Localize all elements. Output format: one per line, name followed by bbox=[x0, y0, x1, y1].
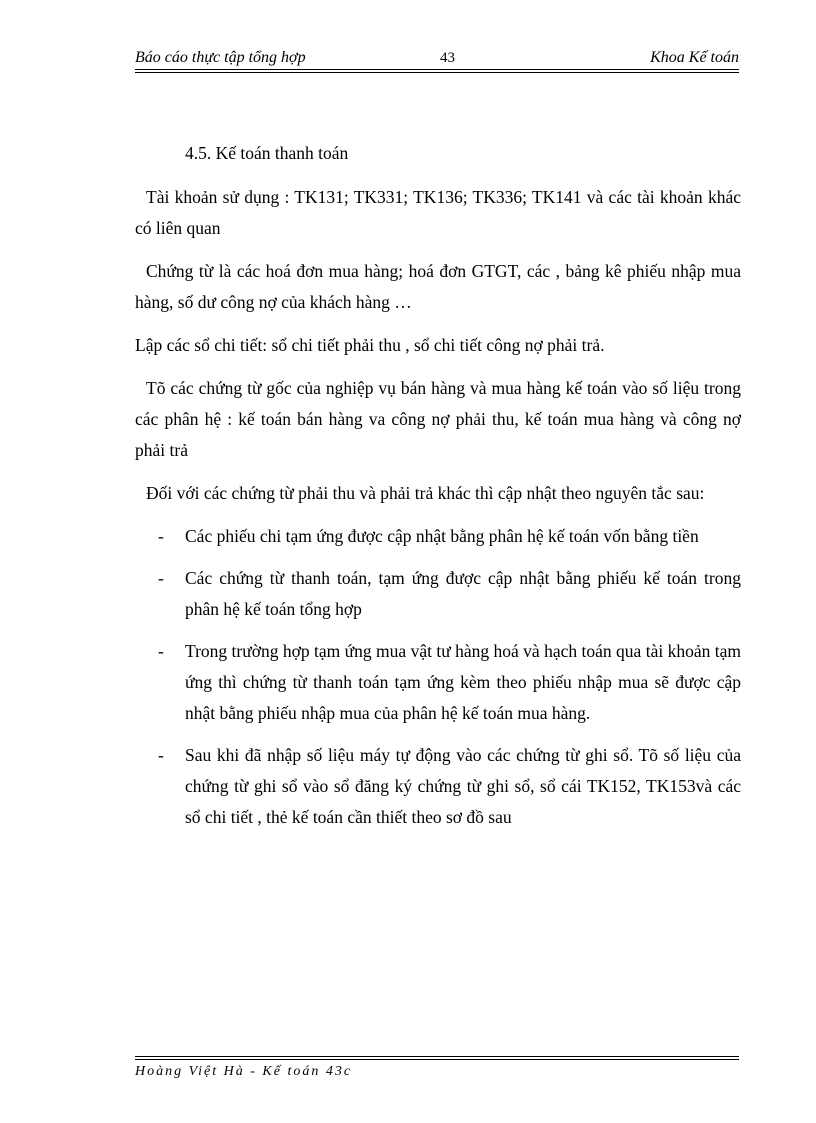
list-item-text: Sau khi đã nhập số liệu máy tự động vào các chứng từ ghi sổ. Tõ số liệu của chứng từ ghi sổ vào sổ đăng ký chứng từ ghi sổ, sổ cái TK152, TK153và các sổ chi tiết , thẻ kế toán cần thiết theo sơ đồ sau bbox=[185, 745, 741, 827]
list-item bbox=[135, 740, 741, 833]
list-item bbox=[135, 521, 741, 552]
paragraph-vouchers: Chứng từ là các hoá đơn mua hàng; hoá đơn GTGT, các , bảng kê phiếu nhập mua hàng, số dư công nợ của khách hàng … bbox=[135, 261, 741, 312]
header-department: Khoa Kế toán bbox=[650, 49, 739, 66]
list-dash: - bbox=[158, 568, 164, 588]
list-item bbox=[135, 563, 741, 625]
list-item-text: Các phiếu chi tạm ứng được cập nhật bằng phân hệ kế toán vốn bằng tiền bbox=[185, 526, 699, 546]
list-item-text: Trong trường hợp tạm ứng mua vật tư hàng hoá và hạch toán qua tài khoản tạm ứng thì chứng từ thanh toán tạm ứng kèm theo phiếu nhập mua sẽ được cập nhật bằng phiếu nhập mua của phân hệ kế toán mua hàng. bbox=[185, 641, 741, 723]
section-heading: 4.5. Kế toán thanh toán bbox=[185, 143, 349, 163]
paragraph-source-documents: Tõ các chứng từ gốc của nghiệp vụ bán hàng và mua hàng kế toán vào số liệu trong các phân hệ : kế toán bán hàng va công nợ phải thu, kế toán mua hàng và công nợ phải trả bbox=[135, 378, 741, 460]
header-report-title: Báo cáo thực tập tổng hợp bbox=[135, 49, 306, 66]
footer-rule-bottom bbox=[135, 1059, 739, 1060]
page-header bbox=[135, 48, 739, 70]
list-item-text: Các chứng từ thanh toán, tạm ứng được cập nhật bằng phiếu kế toán trong phân hệ kế toán tổng hợp bbox=[185, 568, 741, 619]
paragraph-ledgers: Lập các sổ chi tiết: sổ chi tiết phải thu , sổ chi tiết công nợ phải trả. bbox=[135, 335, 605, 355]
list-dash: - bbox=[158, 641, 164, 661]
list-dash: - bbox=[158, 745, 164, 765]
page-footer: Hoàng Việt Hà - Kế toán 43c bbox=[135, 1064, 353, 1079]
rules-list bbox=[135, 521, 741, 833]
header-rule-bottom bbox=[135, 72, 739, 73]
list-dash: - bbox=[158, 526, 164, 546]
footer-rule-top bbox=[135, 1056, 739, 1057]
header-rule-top bbox=[135, 69, 739, 70]
paragraph-accounts: Tài khoản sử dụng : TK131; TK331; TK136; TK336; TK141 và các tài khoản khác có liên quan bbox=[135, 187, 741, 238]
page-body bbox=[135, 138, 741, 844]
list-item bbox=[135, 636, 741, 729]
paragraph-other-documents: Đối với các chứng từ phải thu và phải trả khác thì cập nhật theo nguyên tắc sau: bbox=[146, 483, 705, 503]
page-number: 43 bbox=[440, 50, 455, 66]
